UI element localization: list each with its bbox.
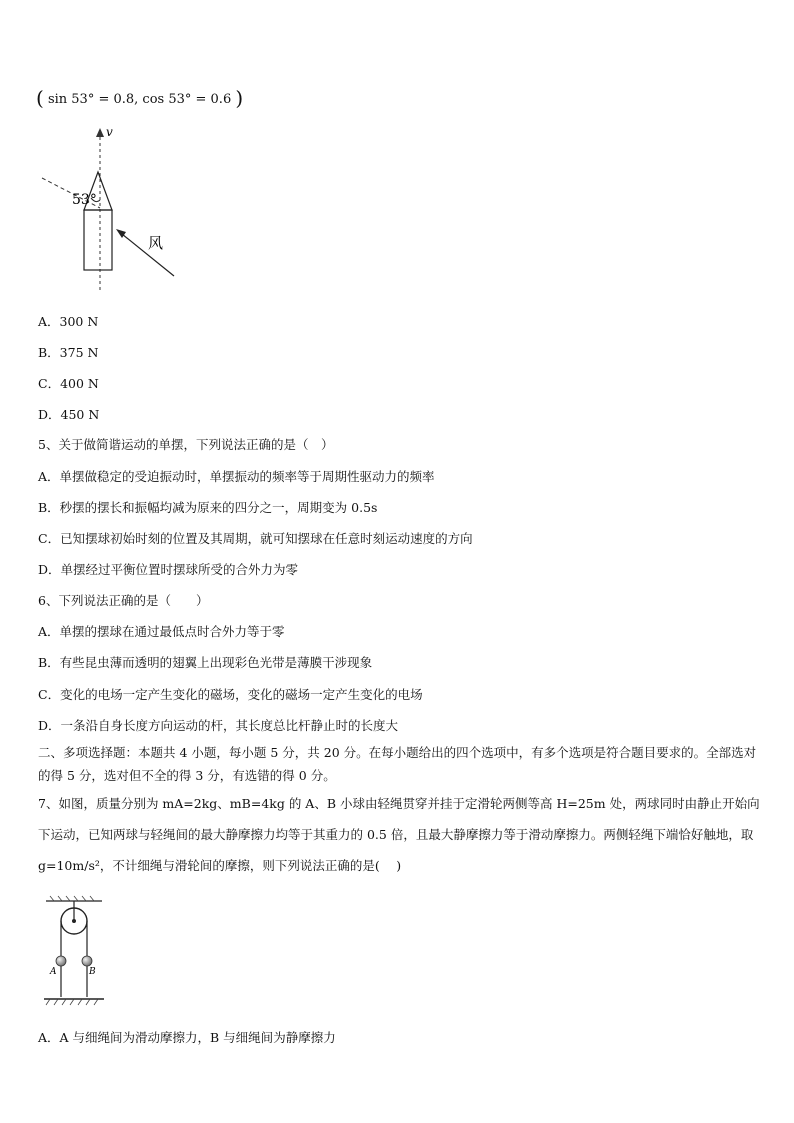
q4-option-b: B．375 N bbox=[38, 345, 99, 360]
q6-option-c: C．变化的电场一定产生变化的磁场，变化的磁场一定产生变化的电场 bbox=[38, 687, 423, 702]
given-values-formula bbox=[36, 86, 243, 110]
board-body bbox=[84, 210, 112, 270]
ball-b-label: B bbox=[89, 967, 96, 977]
ball-a-label: A bbox=[50, 967, 57, 977]
q5-option-c: C．已知摆球初始时刻的位置及其周期，就可知摆球在任意时刻运动速度的方向 bbox=[38, 531, 473, 546]
ceiling-hatch bbox=[50, 896, 94, 901]
q6-option-a: A．单摆的摆球在通过最低点时合外力等于零 bbox=[38, 624, 285, 639]
velocity-arrow-head bbox=[96, 128, 104, 137]
pulley-figure bbox=[40, 895, 110, 1010]
ball-b bbox=[82, 956, 92, 966]
formula-text: sin 53° = 0.8, cos 53° = 0.6 bbox=[47, 92, 232, 107]
left-paren: ( bbox=[36, 86, 44, 110]
ball-a bbox=[56, 956, 66, 966]
q6-stem: 6、下列说法正确的是（ ） bbox=[38, 593, 209, 608]
q5-stem: 5、关于做简谐运动的单摆，下列说法正确的是（ ） bbox=[38, 437, 334, 452]
ground-hatch bbox=[46, 999, 98, 1005]
section-2-instructions: 二、多项选择题：本题共 4 小题，每小题 5 分，共 20 分。在每小题给出的四个选项中，有多个选项是符合题目要求的。全部选对的得 5 分，选对但不全的得 3 分，有选错的得 0 分。 bbox=[38, 745, 757, 783]
q4-option-d: D．450 N bbox=[38, 407, 100, 422]
wind-force-figure bbox=[38, 120, 188, 295]
q7-option-a: A．A 与细绳间为滑动摩擦力，B 与细绳间为静摩擦力 bbox=[38, 1030, 336, 1045]
wind-label: 风 bbox=[148, 234, 164, 252]
q6-option-d: D．一条沿自身长度方向运动的杆，其长度总比杆静止时的长度大 bbox=[38, 718, 399, 733]
q4-option-a: A．300 N bbox=[38, 314, 99, 329]
pulley-axle bbox=[72, 919, 76, 923]
velocity-label: v bbox=[106, 125, 113, 139]
q4-option-c: C．400 N bbox=[38, 376, 99, 391]
angle-label: 53° bbox=[72, 192, 97, 208]
q7-stem: 7、如图，质量分别为 mA=2kg、mB=4kg 的 A、B 小球由轻绳贯穿并挂于定滑轮两侧等高 H=25m 处，两球同时由静止开始向下运动，已知两球与轻绳间的最大静摩擦力均等于其重力的 0.5 倍，且最大静摩擦力等于滑动摩擦力。两侧轻绳下端恰好触地，取 g=10m/s²，不计细绳与滑轮间的摩擦，则下列说法正确的是( ) bbox=[38, 796, 760, 873]
right-paren: ) bbox=[235, 86, 244, 110]
q5-option-a: A．单摆做稳定的受迫振动时，单摆振动的频率等于周期性驱动力的频率 bbox=[38, 469, 435, 484]
q6-option-b: B．有些昆虫薄而透明的翅翼上出现彩色光带是薄膜干涉现象 bbox=[38, 655, 373, 670]
q5-option-d: D．单摆经过平衡位置时摆球所受的合外力为零 bbox=[38, 562, 299, 577]
q5-option-b: B．秒摆的摆长和振幅均减为原来的四分之一，周期变为 0.5s bbox=[38, 500, 378, 515]
